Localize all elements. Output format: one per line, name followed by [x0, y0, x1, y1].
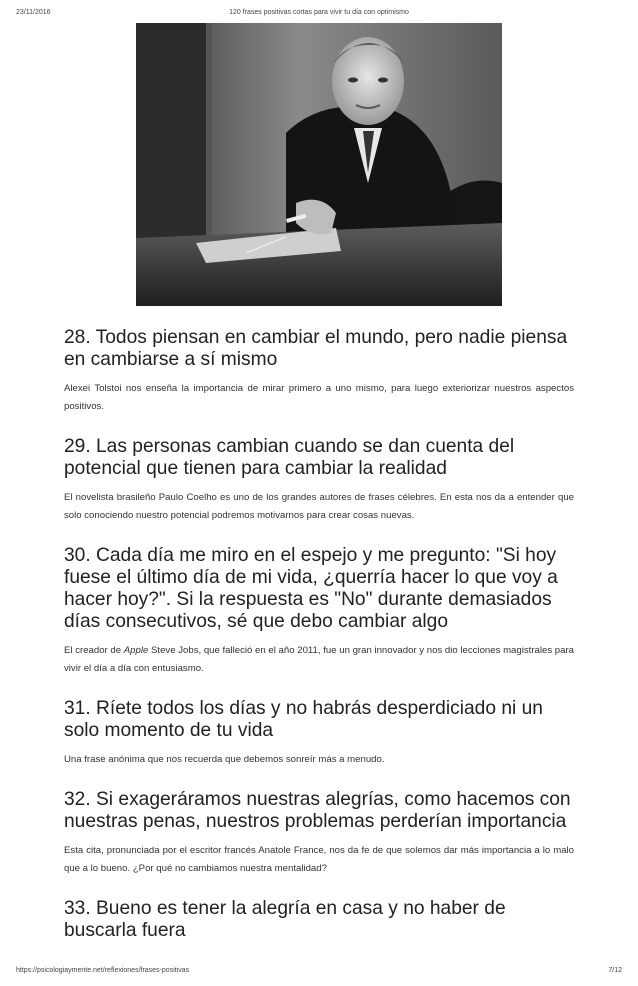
page-number: 7/12 [608, 967, 622, 974]
quote-title: 31. Ríete todos los días y no habrás desperdiciado ni un solo momento de tu vida [64, 698, 543, 741]
quote-description: Esta cita, pronunciada por el escritor francés Anatole France, nos da fe de que solemos dar más importancia a lo malo que a lo bueno. ¿Por qué no cambiamos nuestra mentalidad? [64, 845, 574, 874]
print-date: 23/11/2016 [16, 9, 51, 16]
quote-description [64, 642, 574, 678]
quote-entry-33 [64, 898, 574, 942]
article-content [64, 327, 574, 962]
quote-title: 29. Las personas cambian cuando se dan cuenta del potencial que tienen para cambiar la realidad [64, 436, 515, 479]
quote-entry-28 [64, 327, 574, 416]
print-title: 120 frases positivas cortas para vivir tu día con optimismo [229, 9, 409, 16]
quote-description: Una frase anónima que nos recuerda que debemos sonreír más a menudo. [64, 754, 385, 765]
company-name: Apple [123, 645, 149, 656]
print-url: https://psicologiaymente.net/reflexiones/frases-positivas [16, 967, 190, 974]
quote-entry-29 [64, 436, 574, 525]
quote-description: El novelista brasileño Paulo Coelho es uno de los grandes autores de frases célebres. En esta nos da a entender que solo conociendo nuestro potencial podremos motivarnos para crear cosas nuevas. [64, 492, 574, 521]
quote-entry-30 [64, 545, 574, 678]
quote-description-end: Steve Jobs, que falleció en el año 2011, fue un gran innovador y nos dio lecciones magistrales para vivir el día a día con entusiasmo. [64, 645, 574, 674]
quote-title: 30. Cada día me miro en el espejo y me pregunto: "Si hoy fuese el último día de mi vida, ¿querría hacer lo que voy a hacer hoy?". Si la respuesta es "No" durante demasiados días consecutivos, sé que debo cambiar algo [64, 545, 558, 632]
quote-title: 28. Todos piensan en cambiar el mundo, pero nadie piensa en cambiarse a sí mismo [64, 327, 568, 370]
quote-title: 33. Bueno es tener la alegría en casa y no haber de buscarla fuera [64, 898, 506, 941]
quote-entry-31 [64, 698, 574, 769]
quote-description: Alexei Tolstoi nos enseña la importancia de mirar primero a uno mismo, para luego exteriorizar nuestros aspectos positivos. [64, 383, 574, 412]
quote-description-start: El creador de [64, 645, 124, 656]
article-photo [136, 23, 502, 306]
quote-entry-32 [64, 789, 574, 878]
quote-title: 32. Si exageráramos nuestras alegrías, como hacemos con nuestras penas, nuestros problemas perderían importancia [64, 789, 571, 832]
